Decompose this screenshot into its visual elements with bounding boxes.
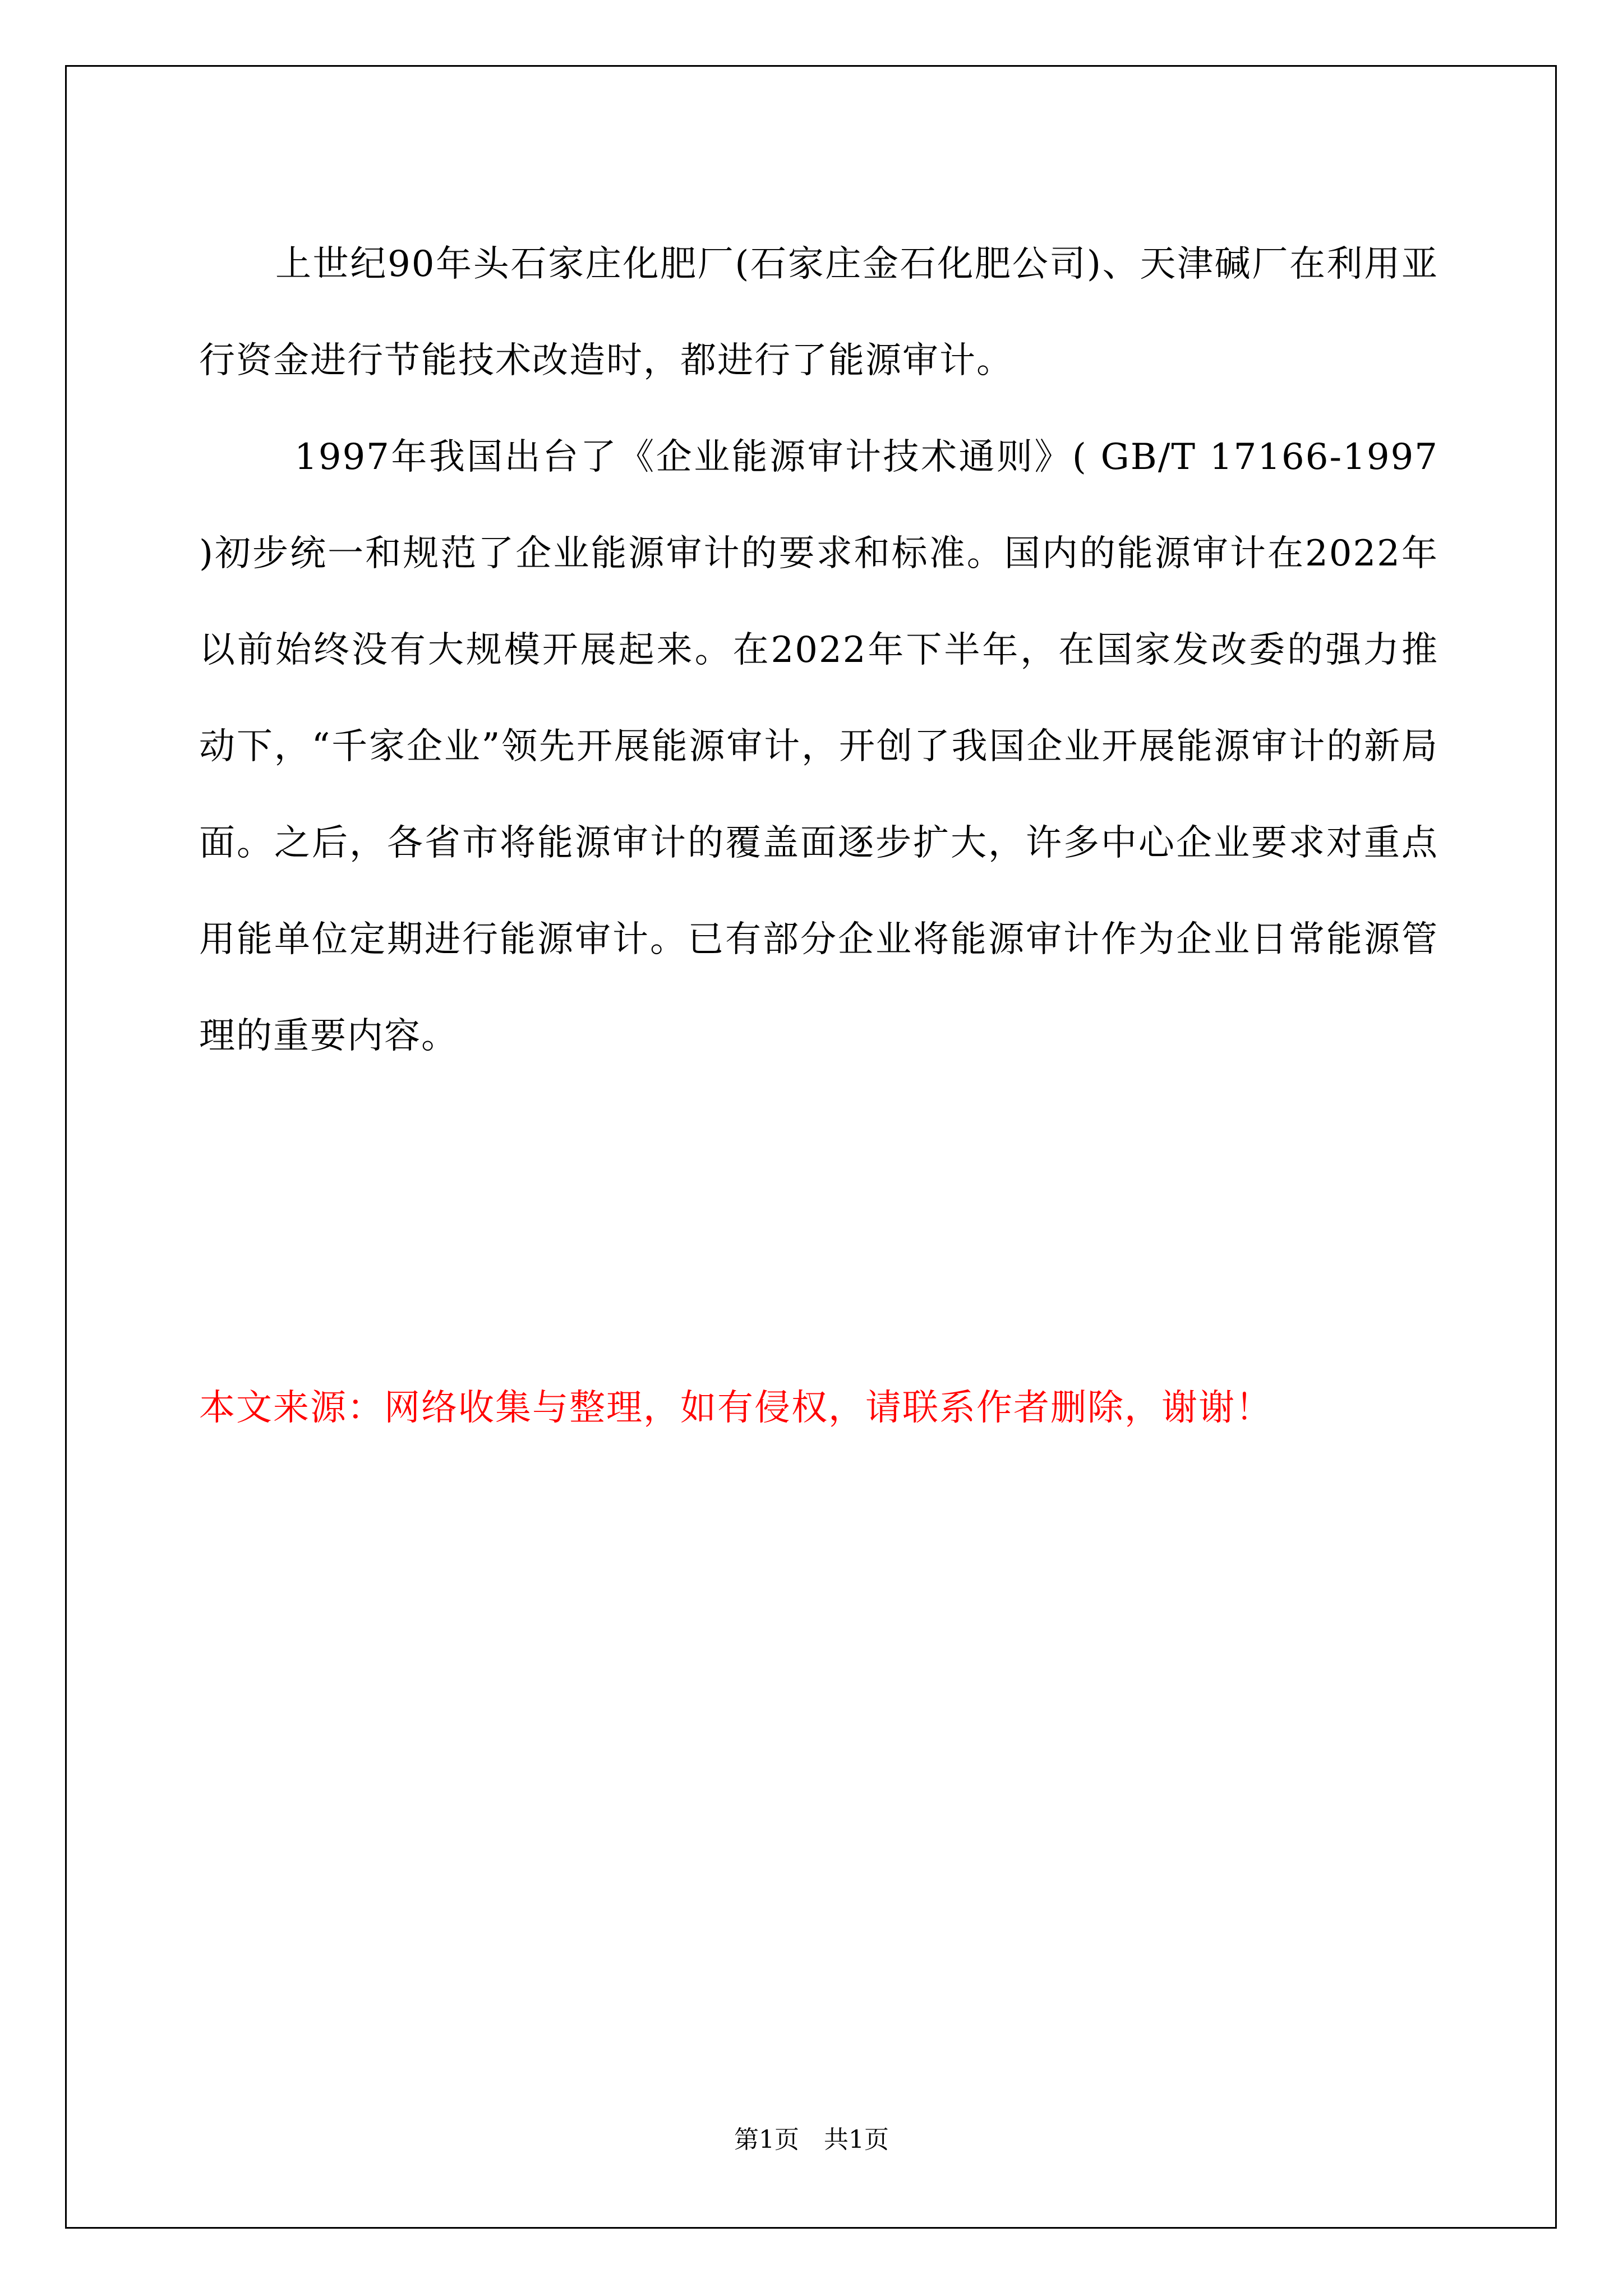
- paragraph-2: 1997年我国出台了《企业能源审计技术通则》( GB/T 17166-1997 )初步统一和规范了企业能源审计的要求和标准。国内的能源审计在2022年以前始终没有大规模开展起来。在2022年下半年，在国家发改委的强力推动下，“千家企业”领先开展能源审计，开创了我国企业开展能源审计的新局面。之后，各省市将能源审计的覆盖面逐步扩大，许多中心企业要求对重点用能单位定期进行能源审计。已有部分企业将能源审计作为企业日常能源管理的重要内容。: [199, 436, 1438, 1057]
- source-note: 本文来源：网络收集与整理，如有侵权，请联系作者删除，谢谢！: [199, 1387, 1272, 1429]
- paragraph-1: 上世纪90年头石家庄化肥厂(石家庄金石化肥公司)、天津碱厂在利用亚行资金进行节能技术改造时，都进行了能源审计。: [199, 243, 1438, 381]
- document-body: [199, 216, 1438, 1084]
- page-footer: 第1页 共1页: [734, 2125, 889, 2154]
